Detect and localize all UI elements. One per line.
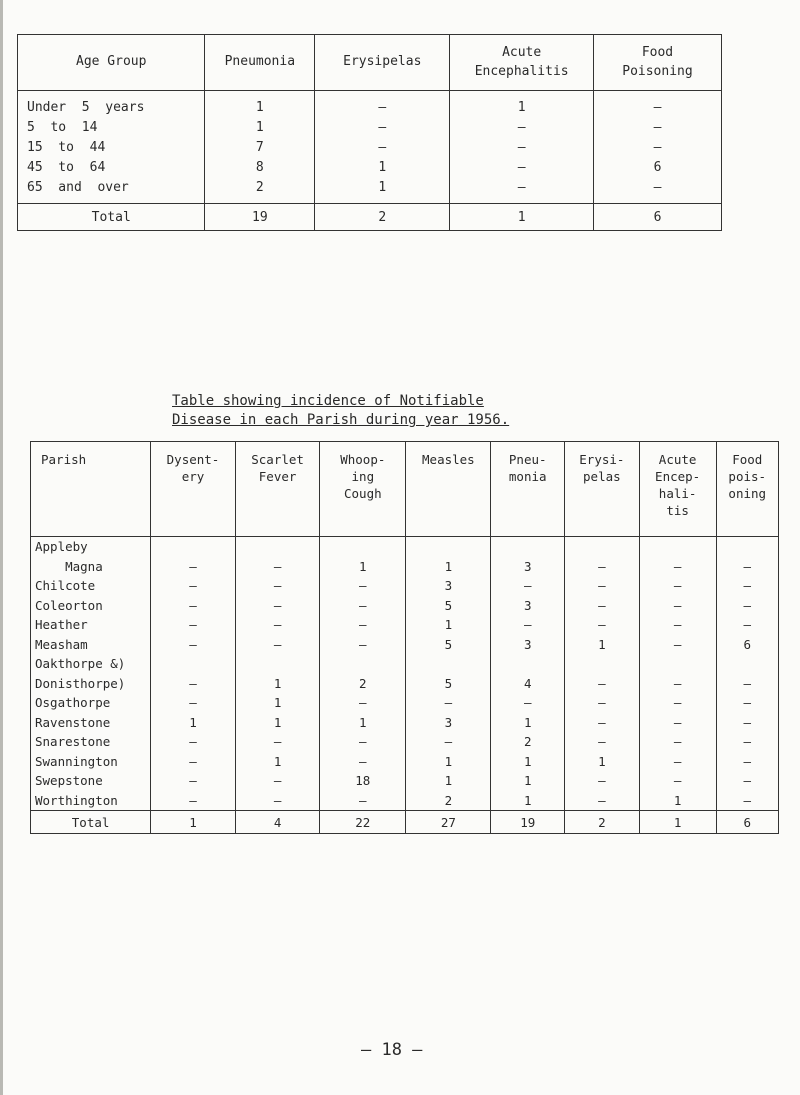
parish-table-cell: –	[320, 752, 406, 772]
age-table-header-line: Acute	[502, 44, 542, 60]
parish-table-cell: Oakthorpe &)	[31, 654, 151, 674]
parish-table-cell: 2	[406, 791, 491, 811]
parish-table-header-line: monia	[508, 468, 547, 484]
parish-table-cell	[564, 537, 639, 557]
parish-table-cell: –	[564, 576, 639, 596]
parish-table-header-line: Scarlet	[251, 452, 304, 467]
parish-table-cell	[151, 537, 236, 557]
parish-table-header-line: Food	[732, 452, 763, 467]
parish-table-cell: –	[639, 576, 716, 596]
parish-table-header-line: Whoop-	[340, 452, 386, 467]
parish-table-cell: –	[406, 693, 491, 713]
age-table-cell: –	[593, 137, 721, 157]
parish-table-cell	[716, 654, 779, 674]
parish-table-header-cell	[406, 442, 491, 537]
age-table-header-line: Poisoning	[622, 63, 693, 79]
parish-table-cell	[716, 537, 779, 557]
parish-table-cell: –	[639, 732, 716, 752]
parish-table-cell: –	[564, 693, 639, 713]
parish-table-cell: 1	[564, 752, 639, 772]
parish-table-cell: –	[639, 557, 716, 577]
parish-table-cell: Coleorton	[31, 596, 151, 616]
parish-table-cell: 5	[406, 674, 491, 694]
age-table-header-cell	[450, 35, 594, 91]
parish-table-cell: 3	[491, 557, 564, 577]
parish-table-cell: –	[564, 732, 639, 752]
parish-table-cell: 3	[406, 713, 491, 733]
parish-table-cell: 4	[491, 674, 564, 694]
parish-table-cell: –	[716, 693, 779, 713]
age-table-cell: 1	[315, 157, 450, 177]
parish-table-cell: –	[151, 771, 236, 791]
parish-table-cell: –	[235, 635, 320, 655]
parish-table-cell: 1	[235, 674, 320, 694]
parish-table-cell: –	[564, 596, 639, 616]
parish-table-cell: 1	[639, 791, 716, 811]
parish-table-cell: –	[564, 615, 639, 635]
age-table-cell: 2	[205, 177, 315, 204]
parish-table-cell: –	[151, 635, 236, 655]
parish-table-cell: –	[716, 713, 779, 733]
age-table-cell: –	[315, 91, 450, 118]
parish-table-header-cell	[491, 442, 564, 537]
parish-table-cell: 1	[491, 771, 564, 791]
parish-table-header-line: pelas	[583, 468, 621, 484]
parish-table-header-line: Pneu-	[508, 452, 547, 467]
parish-table-cell: –	[639, 771, 716, 791]
age-table-total-row	[18, 204, 722, 231]
parish-table-cell: 1	[564, 635, 639, 655]
age-table-cell: 1	[205, 91, 315, 118]
caption-line-2: Disease in each Parish during year 1956.	[172, 412, 510, 428]
parish-table-cell: –	[639, 615, 716, 635]
parish-table-cell	[639, 654, 716, 674]
parish-table-cell: 1	[491, 791, 564, 811]
age-table-cell: 7	[205, 137, 315, 157]
parish-table	[30, 441, 779, 834]
page-edge	[0, 0, 3, 1095]
parish-table-cell: –	[320, 615, 406, 635]
parish-table-cell: –	[491, 693, 564, 713]
parish-table-cell: 1	[406, 771, 491, 791]
age-table-cell: 65 and over	[18, 177, 205, 204]
age-table-cell: –	[593, 117, 721, 137]
parish-table-row	[31, 576, 779, 596]
parish-table-cell: 3	[406, 576, 491, 596]
parish-table-row	[31, 674, 779, 694]
parish-table-cell	[491, 654, 564, 674]
parish-table-header-cell	[235, 442, 320, 537]
age-table-header-line: Erysipelas	[343, 54, 422, 70]
parish-table-cell: –	[235, 557, 320, 577]
parish-table-cell: –	[564, 674, 639, 694]
parish-table-total-cell: Total	[31, 811, 151, 834]
parish-table-header-row	[31, 442, 779, 537]
age-table-cell: 45 to 64	[18, 157, 205, 177]
age-table-cell: 1	[315, 177, 450, 204]
parish-table-cell: –	[320, 635, 406, 655]
parish-table-cell: –	[716, 596, 779, 616]
age-table-cell: 1	[450, 91, 594, 118]
parish-table-cell	[320, 537, 406, 557]
parish-table-cell: –	[491, 576, 564, 596]
parish-table-cell	[320, 654, 406, 674]
age-table-total-cell: 2	[315, 204, 450, 231]
parish-table-header-cell	[320, 442, 406, 537]
parish-table-cell	[491, 537, 564, 557]
parish-table-cell	[235, 537, 320, 557]
parish-table-cell: –	[320, 732, 406, 752]
age-table-header-cell	[18, 35, 205, 91]
age-table-cell: –	[450, 157, 594, 177]
age-table-cell: –	[315, 137, 450, 157]
parish-table-cell: 1	[320, 713, 406, 733]
parish-table-total-row	[31, 811, 779, 834]
parish-table-cell: –	[716, 752, 779, 772]
page-number: – 18 –	[361, 1040, 423, 1060]
parish-table-cell	[564, 654, 639, 674]
parish-table-header-cell	[716, 442, 779, 537]
age-table-cell: –	[450, 177, 594, 204]
parish-table-cell: –	[320, 693, 406, 713]
parish-table-row	[31, 537, 779, 557]
parish-table-total-cell: 4	[235, 811, 320, 834]
parish-table-cell: –	[320, 791, 406, 811]
parish-table-header-line: hali-	[658, 485, 697, 501]
age-table-cell: –	[593, 177, 721, 204]
age-table-row	[18, 157, 722, 177]
parish-table-cell	[406, 654, 491, 674]
parish-table-total-cell: 1	[639, 811, 716, 834]
parish-table-cell: –	[639, 713, 716, 733]
parish-table-cell: –	[639, 693, 716, 713]
parish-table-cell: 5	[406, 596, 491, 616]
parish-table-cell: –	[320, 596, 406, 616]
parish-table-cell: –	[716, 674, 779, 694]
parish-table-cell: Magna	[31, 557, 151, 577]
age-table-header-line: Food	[641, 44, 674, 60]
parish-table-cell	[639, 537, 716, 557]
parish-table-cell: –	[151, 576, 236, 596]
age-table-header-line: Pneumonia	[224, 54, 296, 70]
parish-table-row	[31, 752, 779, 772]
parish-table-header-line: ing	[351, 468, 375, 484]
parish-table-cell: Heather	[31, 615, 151, 635]
parish-table-row	[31, 713, 779, 733]
parish-table-cell: –	[639, 596, 716, 616]
parish-table-cell: 1	[320, 557, 406, 577]
parish-table-header-cell	[151, 442, 236, 537]
parish-table-cell: –	[564, 771, 639, 791]
parish-table-header-line: ery	[181, 468, 205, 484]
parish-table-cell	[235, 654, 320, 674]
parish-table-cell: –	[564, 791, 639, 811]
parish-table-cell: Swannington	[31, 752, 151, 772]
age-table-row	[18, 177, 722, 204]
parish-table-cell: –	[235, 732, 320, 752]
parish-table-header-line: Erysi-	[579, 452, 625, 467]
parish-table-cell: 5	[406, 635, 491, 655]
parish-table-cell: –	[235, 615, 320, 635]
parish-table-cell: –	[716, 771, 779, 791]
parish-table-total-cell: 6	[716, 811, 779, 834]
parish-table-cell: Chilcote	[31, 576, 151, 596]
age-table-cell: 1	[205, 117, 315, 137]
parish-table-header-line: Dysent-	[166, 452, 220, 467]
parish-table-cell: –	[320, 576, 406, 596]
age-table-row	[18, 117, 722, 137]
parish-table-cell	[151, 654, 236, 674]
age-table-total-cell: 1	[450, 204, 594, 231]
age-table-total-cell: Total	[18, 204, 205, 231]
parish-table-row	[31, 654, 779, 674]
parish-table-cell: 1	[235, 752, 320, 772]
parish-table-total-cell: 19	[491, 811, 564, 834]
parish-table-cell: 3	[491, 635, 564, 655]
parish-table-cell: –	[151, 791, 236, 811]
parish-table-cell: 3	[491, 596, 564, 616]
parish-table-row	[31, 615, 779, 635]
parish-table-row	[31, 596, 779, 616]
parish-table-cell: –	[151, 693, 236, 713]
age-table-header-cell	[593, 35, 721, 91]
caption-line-1: Table showing incidence of Notifiable	[172, 393, 484, 409]
parish-table-cell: 1	[491, 752, 564, 772]
age-table-cell: –	[315, 117, 450, 137]
parish-table-header-line: tis	[666, 502, 689, 518]
age-table-header-line: Age Group	[76, 54, 147, 70]
parish-table-row	[31, 791, 779, 811]
parish-table-cell: 1	[491, 713, 564, 733]
parish-table-cell: Snarestone	[31, 732, 151, 752]
parish-table-cell: 6	[716, 635, 779, 655]
parish-table-row	[31, 635, 779, 655]
age-group-table	[17, 34, 722, 231]
parish-table-cell: –	[716, 732, 779, 752]
parish-table-cell: –	[235, 596, 320, 616]
parish-table-cell: Appleby	[31, 537, 151, 557]
age-table-row	[18, 91, 722, 118]
parish-table-cell: 1	[235, 693, 320, 713]
parish-table-cell: –	[491, 615, 564, 635]
parish-table-cell: 1	[406, 615, 491, 635]
parish-table-header-line: Fever	[258, 468, 297, 484]
parish-table-header-line: Cough	[344, 485, 382, 501]
parish-table-cell: –	[639, 752, 716, 772]
parish-table-cell: –	[716, 576, 779, 596]
parish-table-cell: Donisthorpe)	[31, 674, 151, 694]
parish-table-cell: 2	[320, 674, 406, 694]
parish-table-cell: –	[151, 732, 236, 752]
parish-table-cell: –	[564, 713, 639, 733]
parish-table-cell: –	[716, 791, 779, 811]
parish-table-cell: Ravenstone	[31, 713, 151, 733]
parish-table-cell: –	[151, 557, 236, 577]
parish-table-total-cell: 1	[151, 811, 236, 834]
parish-table-header-line: oning	[728, 485, 767, 501]
parish-table-cell: –	[406, 732, 491, 752]
age-table-cell: 15 to 44	[18, 137, 205, 157]
parish-table-row	[31, 557, 779, 577]
parish-table-cell: 1	[235, 713, 320, 733]
age-table-cell: Under 5 years	[18, 91, 205, 118]
age-table-header-line: Encephalitis	[474, 63, 569, 79]
parish-table-cell: 1	[406, 752, 491, 772]
table-caption	[172, 392, 509, 430]
parish-table-total-cell: 2	[564, 811, 639, 834]
parish-table-cell: –	[235, 576, 320, 596]
parish-table-header-cell	[564, 442, 639, 537]
parish-table-cell: –	[151, 674, 236, 694]
parish-table-header-line: pois-	[728, 468, 767, 484]
parish-table-cell: 1	[406, 557, 491, 577]
age-table-total-cell: 19	[205, 204, 315, 231]
age-table-header-row	[18, 35, 722, 91]
parish-table-header-line: Measles	[422, 452, 475, 467]
age-table-cell: –	[450, 137, 594, 157]
parish-table-header-cell	[31, 442, 151, 537]
parish-table-cell: Worthington	[31, 791, 151, 811]
parish-table-header-cell	[639, 442, 716, 537]
parish-table-header-line: Acute	[658, 452, 697, 467]
parish-table-cell: Swepstone	[31, 771, 151, 791]
parish-table-cell: 18	[320, 771, 406, 791]
parish-table-cell: Measham	[31, 635, 151, 655]
parish-table-row	[31, 693, 779, 713]
parish-table-cell: –	[716, 615, 779, 635]
age-table-row	[18, 137, 722, 157]
age-table-header-cell	[205, 35, 315, 91]
age-table-total-cell: 6	[593, 204, 721, 231]
parish-table-cell: –	[639, 674, 716, 694]
age-table-cell: 8	[205, 157, 315, 177]
parish-table-cell: –	[716, 557, 779, 577]
parish-table-cell: –	[151, 615, 236, 635]
parish-table-total-cell: 22	[320, 811, 406, 834]
parish-table-row	[31, 771, 779, 791]
parish-table-cell: –	[564, 557, 639, 577]
age-table-cell: –	[450, 117, 594, 137]
parish-table-row	[31, 732, 779, 752]
parish-table-cell: –	[151, 752, 236, 772]
parish-table-cell: –	[639, 635, 716, 655]
parish-table-header-line: Parish	[41, 452, 87, 467]
parish-table-cell: 2	[491, 732, 564, 752]
parish-table-cell: Osgathorpe	[31, 693, 151, 713]
parish-table-cell: –	[151, 596, 236, 616]
parish-table-cell: –	[235, 791, 320, 811]
age-table-header-cell	[315, 35, 450, 91]
parish-table-total-cell: 27	[406, 811, 491, 834]
parish-table-cell: –	[235, 771, 320, 791]
age-table-cell: 5 to 14	[18, 117, 205, 137]
parish-table-cell	[406, 537, 491, 557]
parish-table-cell: 1	[151, 713, 236, 733]
parish-table-header-line: Encep-	[655, 468, 701, 484]
age-table-cell: 6	[593, 157, 721, 177]
age-table-cell: –	[593, 91, 721, 118]
